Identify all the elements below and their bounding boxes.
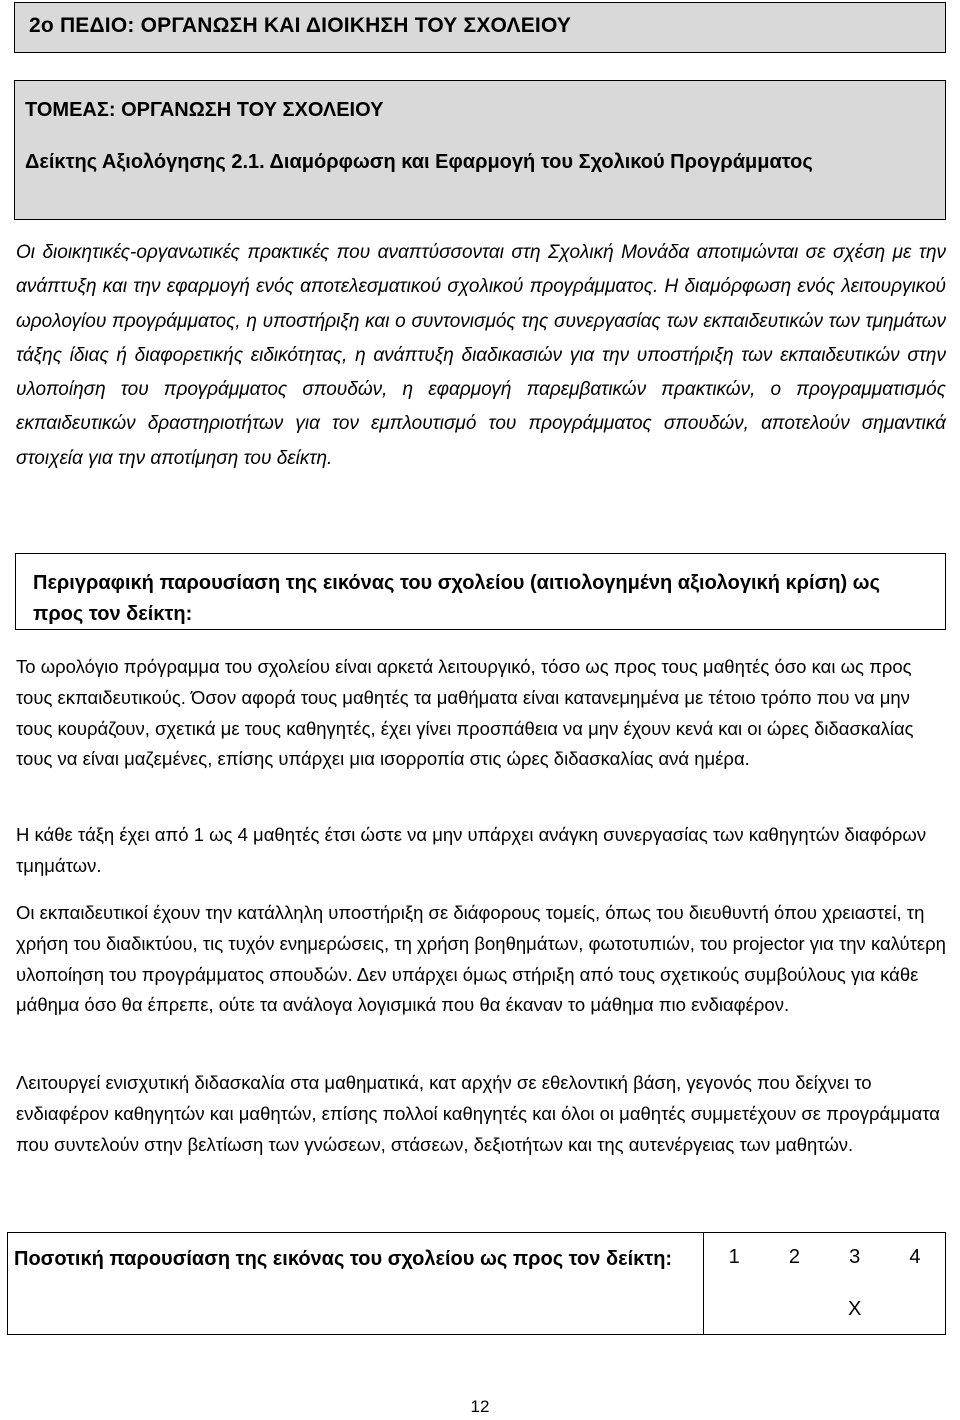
- score-option-4[interactable]: 4: [909, 1246, 921, 1268]
- score-label-cell: [8, 1233, 704, 1335]
- score-option-3[interactable]: 3: [849, 1246, 861, 1268]
- score-mark-slot-2: [779, 1297, 809, 1321]
- score-option-1[interactable]: 1: [728, 1246, 740, 1268]
- field-title-box: [14, 2, 946, 53]
- field-title: 2ο ΠΕΔΙΟ: ΟΡΓΑΝΩΣΗ ΚΑΙ ΔΙΟΙΚΗΣΗ ΤΟΥ ΣΧΟΛΕΙΟΥ: [29, 14, 572, 37]
- score-mark-slot-1: [719, 1297, 749, 1321]
- quantitative-score-table: [7, 1232, 946, 1335]
- evaluation-paragraph: Το ωρολόγιο πρόγραμμα του σχολείου είναι αρκετά λειτουργικό, τόσο ως προς τους μαθητές όσο και ως προς τους εκπαιδευτικούς. Όσον αφορά τους μαθητές τα μαθήματα είναι κατανεμημένα με τέτοιο τρόπο που να μην τους κουράζουν, σχετικά με τους καθηγητές, έχει γίνει προσπάθεια να μην έχουν κενά και οι ώρες διδασκαλίας τους να είναι μαζεμένες, επίσης υπάρχει μια ισορροπία στις ώρες διδασκαλίας ανά ημέρα.: [16, 656, 914, 770]
- evaluation-paragraph: Η κάθε τάξη έχει από 1 ως 4 μαθητές έτσι ώστε να μην υπάρχει ανάγκη συνεργασίας των καθηγητών διαφόρων τμημάτων.: [16, 824, 927, 876]
- score-selected-mark: Χ: [847, 1298, 862, 1320]
- indicator-description: Οι διοικητικές-οργανωτικές πρακτικές που αναπτύσσονται στη Σχολική Μονάδα αποτιμώνται σε σχέση με την ανάπτυξη και την εφαρμογή ενός αποτελεσματικού σχολικού προγράμματος. Η διαμόρφωση ενός λειτουργικού ωρολογίου προγράμματος, η υποστήριξη και ο συντονισμός της συνεργασίας των εκπαιδευτικών των τμημάτων τάξης ίδιας ή διαφορετικής ειδικότητας, η ανάπτυξη διαδικασιών για την υποστήριξη των εκπαιδευτικών στην υλοποίηση του προγράμματος σπουδών, η εφαρμογή παρεμβατικών πρακτικών, ο προγραμματισμός εκπαιδευτικών δραστηριοτήτων για τον εμπλουτισμό του προγράμματος σπουδών, αποτελούν σημαντικά στοιχεία για την αποτίμηση του δείκτη.: [16, 242, 946, 469]
- score-label: Ποσοτική παρουσίαση της εικόνας του σχολείου ως προς τον δείκτη:: [14, 1248, 673, 1270]
- score-mark-row: [704, 1297, 945, 1321]
- page-number: 12: [470, 1397, 490, 1416]
- evaluation-paragraph: Οι εκπαιδευτικοί έχουν την κατάλληλη υποστήριξη σε διάφορους τομείς, όπως του διευθυντή όπου χρειαστεί, τη χρήση του διαδικτύου, τις τυχόν ενημερώσεις, τη χρήση βοηθημάτων, φωτοτυπιών, του projector για την καλύτερη υλοποίηση του προγράμματος σπουδών. Δεν υπάρχει όμως στήριξη από τους σχετικούς συμβούλους για κάθε μάθημα όσο θα έπρεπε, ούτε τα ανάλογα λογισμικά που θα έκαναν το μάθημα πιο ενδιαφέρον.: [16, 902, 946, 1016]
- score-scale: [704, 1245, 945, 1269]
- indicator-title: Δείκτης Αξιολόγησης 2.1. Διαμόρφωση και Εφαρμογή του Σχολικού Προγράμματος: [25, 151, 813, 173]
- sector-box: [14, 80, 946, 220]
- evaluation-paragraph: Λειτουργεί ενισχυτική διδασκαλία στα μαθηματικά, κατ αρχήν σε εθελοντική βάση, γεγονός που δείχνει το ενδιαφέρον καθηγητών και μαθητών, επίσης πολλοί καθηγητές και όλοι οι μαθητές συμμετέχουν σε προγράμματα που συντελούν στην βελτίωση των γνώσεων, στάσεων, δεξιοτήτων και της αυτενέργειας των μαθητών.: [16, 1072, 940, 1155]
- score-option-2[interactable]: 2: [788, 1246, 800, 1268]
- score-scale-cell: [704, 1233, 946, 1335]
- evaluation-heading: Περιγραφική παρουσίαση της εικόνας του σχολείου (αιτιολογημένη αξιολογική κρίση) ως προς τον δείκτη:: [33, 572, 880, 625]
- sector-title: ΤΟΜΕΑΣ: ΟΡΓΑΝΩΣΗ ΤΟΥ ΣΧΟΛΕΙΟΥ: [25, 99, 384, 121]
- evaluation-heading-box: [15, 553, 946, 630]
- score-mark-slot-4: [900, 1297, 930, 1321]
